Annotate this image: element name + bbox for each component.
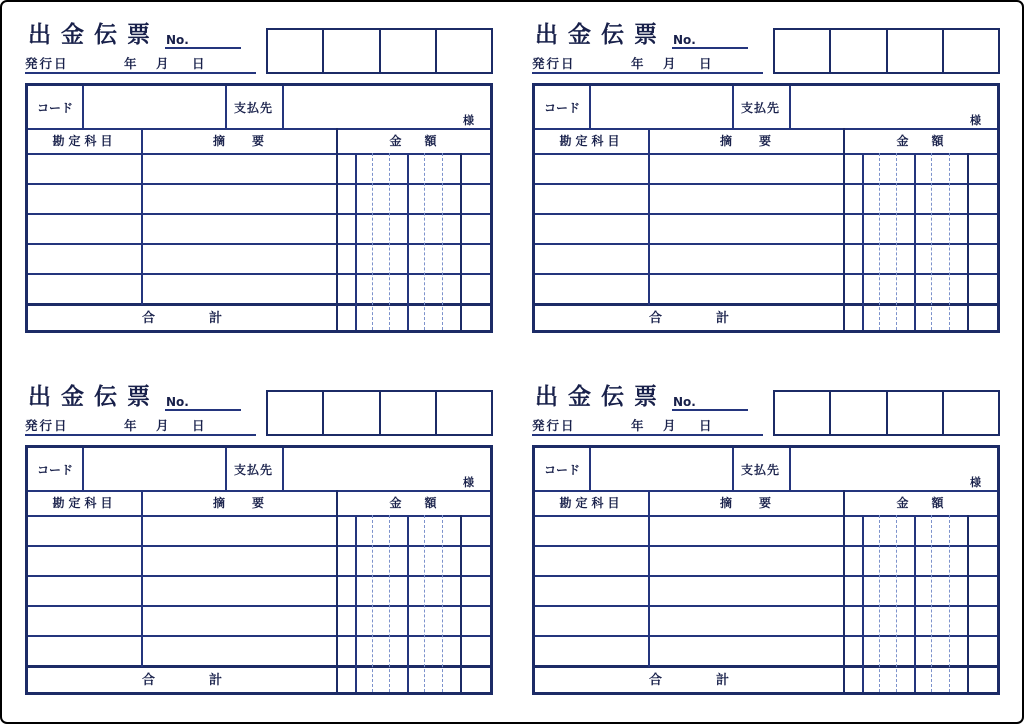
honorific-suffix: 様 — [463, 114, 474, 127]
stamp-cell[interactable] — [322, 392, 378, 434]
total-amount-cell[interactable] — [843, 665, 997, 692]
voucher-form-top-right — [532, 22, 1002, 336]
amount-header: 金額 — [896, 496, 967, 510]
day-label: 日 — [699, 418, 712, 433]
no-input-line[interactable] — [165, 409, 241, 411]
grid-line — [648, 490, 650, 667]
stamp-cell[interactable] — [379, 30, 435, 72]
grid-line — [28, 605, 490, 607]
grid-line — [28, 213, 490, 215]
account-title-header: 勘定科目 — [52, 496, 117, 510]
no-label: No. — [166, 395, 189, 409]
stamp-cell[interactable] — [942, 392, 998, 434]
payee-label: 支払先 — [233, 462, 273, 477]
description-header: 摘要 — [212, 496, 291, 510]
table-row[interactable] — [28, 213, 490, 243]
table-row[interactable] — [28, 545, 490, 575]
issue-date-label: 発行日 — [25, 418, 69, 433]
grid-line — [535, 575, 997, 577]
grid-line — [535, 273, 997, 275]
payee-label: 支払先 — [740, 462, 780, 477]
date-input-line[interactable] — [532, 72, 763, 74]
grid-line — [535, 183, 997, 185]
approval-stamp-box — [266, 28, 493, 74]
voucher-form-bottom-right — [532, 384, 1002, 698]
stamp-cell[interactable] — [829, 30, 885, 72]
day-label: 日 — [192, 56, 205, 71]
no-label: No. — [673, 395, 696, 409]
account-title-header: 勘定科目 — [52, 134, 117, 148]
stamp-cell[interactable] — [268, 30, 322, 72]
table-row[interactable] — [535, 153, 997, 183]
no-input-line[interactable] — [672, 409, 748, 411]
approval-stamp-box — [773, 28, 1000, 74]
payee-input-cell[interactable] — [789, 448, 997, 490]
form-title: 出金伝票 — [28, 384, 160, 410]
grid-line — [843, 490, 845, 692]
voucher-table — [532, 445, 1000, 695]
grid-line — [648, 128, 650, 305]
honorific-suffix: 様 — [463, 476, 474, 489]
code-label: コード — [36, 100, 73, 115]
year-label: 年 — [124, 56, 137, 71]
total-amount-cell[interactable] — [336, 303, 490, 330]
month-label: 月 — [156, 418, 169, 433]
table-row[interactable] — [28, 575, 490, 605]
grid-line — [535, 545, 997, 547]
code-input-cell[interactable] — [82, 448, 225, 490]
approval-stamp-box — [266, 390, 493, 436]
table-row[interactable] — [535, 243, 997, 273]
table-row[interactable] — [28, 515, 490, 545]
form-title: 出金伝票 — [28, 22, 160, 48]
code-input-cell[interactable] — [82, 86, 225, 128]
date-input-line[interactable] — [25, 434, 256, 436]
day-label: 日 — [699, 56, 712, 71]
voucher-table — [25, 445, 493, 695]
code-label: コード — [543, 100, 580, 115]
year-label: 年 — [631, 56, 644, 71]
approval-stamp-box — [773, 390, 1000, 436]
form-title: 出金伝票 — [535, 22, 667, 48]
account-title-header: 勘定科目 — [559, 134, 624, 148]
grid-line — [535, 243, 997, 245]
stamp-cell[interactable] — [379, 392, 435, 434]
no-input-line[interactable] — [165, 47, 241, 49]
total-label: 合計 — [648, 673, 783, 688]
voucher-form-bottom-left — [25, 384, 495, 698]
grid-line — [535, 153, 997, 155]
grid-line — [843, 128, 845, 330]
month-label: 月 — [663, 418, 676, 433]
amount-header: 金額 — [896, 134, 967, 148]
total-amount-cell[interactable] — [336, 665, 490, 692]
stamp-cell[interactable] — [775, 392, 829, 434]
grid-line — [28, 575, 490, 577]
table-row[interactable] — [535, 515, 997, 545]
table-row[interactable] — [535, 545, 997, 575]
grid-line — [535, 605, 997, 607]
stamp-cell[interactable] — [942, 30, 998, 72]
table-row[interactable] — [535, 605, 997, 635]
stamp-cell[interactable] — [886, 30, 942, 72]
table-row[interactable] — [28, 153, 490, 183]
table-row[interactable] — [28, 605, 490, 635]
grid-line — [28, 545, 490, 547]
code-label: コード — [36, 462, 73, 477]
table-row[interactable] — [535, 273, 997, 303]
grid-line — [535, 213, 997, 215]
total-label: 合計 — [141, 311, 276, 326]
table-row[interactable] — [535, 183, 997, 213]
payee-input-cell[interactable] — [282, 448, 490, 490]
grid-line — [535, 515, 997, 517]
code-label: コード — [543, 462, 580, 477]
table-row[interactable] — [535, 635, 997, 665]
payee-input-cell[interactable] — [282, 86, 490, 128]
grid-line — [141, 490, 143, 667]
honorific-suffix: 様 — [970, 476, 981, 489]
no-label: No. — [166, 33, 189, 47]
payee-input-cell[interactable] — [789, 86, 997, 128]
issue-date-label: 発行日 — [25, 56, 69, 71]
payee-label: 支払先 — [233, 100, 273, 115]
form-title: 出金伝票 — [535, 384, 667, 410]
stamp-cell[interactable] — [886, 392, 942, 434]
year-label: 年 — [124, 418, 137, 433]
grid-line — [28, 635, 490, 637]
no-label: No. — [673, 33, 696, 47]
code-input-cell[interactable] — [589, 448, 732, 490]
grid-line — [28, 273, 490, 275]
grid-line — [28, 183, 490, 185]
grid-line — [336, 128, 338, 330]
code-input-cell[interactable] — [589, 86, 732, 128]
description-header: 摘要 — [212, 134, 291, 148]
grid-line — [141, 128, 143, 305]
voucher-form-top-left — [25, 22, 495, 336]
account-title-header: 勘定科目 — [559, 496, 624, 510]
stamp-cell[interactable] — [829, 392, 885, 434]
table-row[interactable] — [535, 213, 997, 243]
month-label: 月 — [156, 56, 169, 71]
description-header: 摘要 — [719, 496, 798, 510]
amount-header: 金額 — [389, 496, 460, 510]
table-row[interactable] — [28, 273, 490, 303]
date-input-line[interactable] — [532, 434, 763, 436]
table-row[interactable] — [28, 183, 490, 213]
year-label: 年 — [631, 418, 644, 433]
issue-date-label: 発行日 — [532, 418, 576, 433]
grid-line — [535, 635, 997, 637]
grid-line — [28, 153, 490, 155]
stamp-cell[interactable] — [435, 392, 491, 434]
description-header: 摘要 — [719, 134, 798, 148]
no-input-line[interactable] — [672, 47, 748, 49]
total-amount-cell[interactable] — [843, 303, 997, 330]
table-row[interactable] — [28, 243, 490, 273]
month-label: 月 — [663, 56, 676, 71]
payee-label: 支払先 — [740, 100, 780, 115]
voucher-table — [532, 83, 1000, 333]
date-input-line[interactable] — [25, 72, 256, 74]
grid-line — [28, 243, 490, 245]
table-row[interactable] — [28, 635, 490, 665]
stamp-cell[interactable] — [435, 30, 491, 72]
amount-header: 金額 — [389, 134, 460, 148]
honorific-suffix: 様 — [970, 114, 981, 127]
total-label: 合計 — [141, 673, 276, 688]
stamp-cell[interactable] — [322, 30, 378, 72]
grid-line — [28, 515, 490, 517]
total-label: 合計 — [648, 311, 783, 326]
issue-date-label: 発行日 — [532, 56, 576, 71]
voucher-table — [25, 83, 493, 333]
day-label: 日 — [192, 418, 205, 433]
grid-line — [336, 490, 338, 692]
stamp-cell[interactable] — [775, 30, 829, 72]
stamp-cell[interactable] — [268, 392, 322, 434]
table-row[interactable] — [535, 575, 997, 605]
